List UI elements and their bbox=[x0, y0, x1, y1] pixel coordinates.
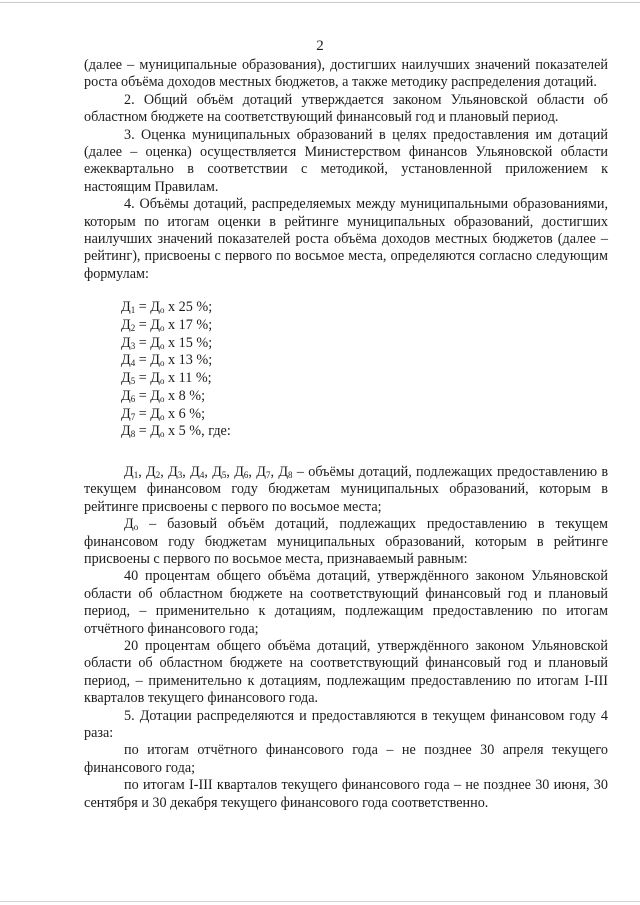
paragraph-5: 5. Дотации распределяются и предоставляются в текущем финансовом году 4 раза: bbox=[84, 707, 608, 741]
paragraph-3: 3. Оценка муниципальных образований в целях предоставления им дотаций (далее – оценка) осуществляется Министерством финансов Ульяновской области ежеквартально в соответствии с методикой, установленной приложением к настоящим Правилам. bbox=[84, 126, 608, 195]
page-number: 2 bbox=[316, 38, 324, 54]
formula-line: $Д_5 = Д_о$ х 11 %; bbox=[121, 370, 212, 387]
formula-line: $Д_8 = Д_о$ х 5 %, где: bbox=[121, 423, 231, 440]
formula-line: $Д_4 = Д_о$ х 13 %; bbox=[121, 352, 213, 369]
paragraph-20-percent: 20 процентам общего объёма дотаций, утверждённого законом Ульяновской области об областном бюджете на соответствующий финансовый год и плановый период, – применительно к дотациям, подлежащим предоставлению по итогам I-III кварталов текущего финансового года. bbox=[84, 637, 608, 707]
formula-line: $Д_1 = Д_о$ х 25 %; bbox=[121, 299, 213, 316]
formula-line: $Д_3 = Д_о$ х 15 %; bbox=[121, 334, 213, 351]
formula-line: $Д_6 = Д_о$ х 8 %; bbox=[121, 387, 206, 404]
paragraph-40-percent: 40 процентам общего объёма дотаций, утверждённого законом Ульяновской области об областном бюджете на соответствующий финансовый год и плановый период, – применительно к дотациям, подлежащим предоставлению по итогам отчётного финансового года; bbox=[84, 568, 608, 637]
formula-line: $Д_7 = Д_о$ х 6 %; bbox=[121, 405, 206, 422]
definition-d-list: $Д_1$, $Д_2$, $Д_3$, $Д_4$, $Д_5$, $Д_6$, $Д_7$, $Д_8$ – объёмы дотаций, подлежащих предоставлению в текущем финансовом году бюджетам муниципальных образований, которым в рейтинге присвоены с первого по восьмое места; bbox=[84, 463, 609, 515]
formula-list bbox=[121, 299, 608, 441]
document-body bbox=[84, 57, 608, 812]
paragraph-continuation: (далее – муниципальные образования), достигших наилучших значений показателей роста объёма доходов местных бюджетов, а также методику распределения дотаций. bbox=[84, 57, 608, 91]
definition-d-base: $Д_о$ – базовый объём дотаций, подлежащих предоставлению в текущем финансовом году бюджетам муниципальных образований, которым в рейтинге присвоены с первого по восьмое места, признаваемый равным: bbox=[84, 516, 608, 567]
paragraph-4: 4. Объёмы дотаций, распределяемых между муниципальными образованиями, которым по итогам оценки в рейтинге муниципальных образований, достигших наилучших значений показателей роста объёма доходов местных бюджетов (далее – рейтинг), присвоены с первого по восьмое места, определяются согласно следующим формулам: bbox=[84, 196, 608, 282]
formula-line: $Д_2 = Д_о$ х 17 %; bbox=[121, 316, 213, 333]
scan-edge-top bbox=[0, 2, 640, 3]
paragraph-5-item-b: по итогам I-III кварталов текущего финансового года – не позднее 30 июня, 30 сентября и 30 декабря текущего финансового года соответственно. bbox=[84, 777, 608, 811]
paragraph-5-item-a: по итогам отчётного финансового года – не позднее 30 апреля текущего финансового года; bbox=[84, 742, 608, 776]
scan-edge-bottom bbox=[0, 901, 640, 902]
paragraph-2: 2. Общий объём дотаций утверждается законом Ульяновской области об областном бюджете на соответствующий финансовый год и плановый период. bbox=[84, 91, 608, 126]
